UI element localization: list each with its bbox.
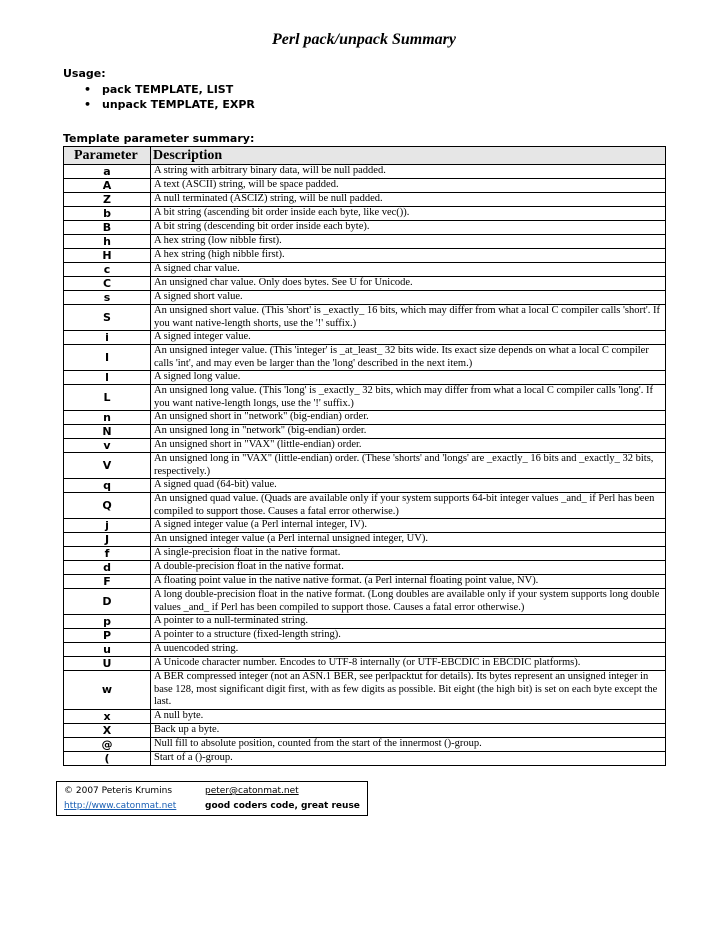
parameter-cell: h [64, 235, 151, 249]
table-row [64, 249, 666, 263]
slogan-text: good coders code, great reuse [205, 801, 360, 811]
table-row [64, 723, 666, 737]
description-cell: A Unicode character number. Encodes to UTF-8 internally (or UTF-EBCDIC in EBCDIC platforms). [151, 657, 666, 671]
table-row [64, 519, 666, 533]
description-cell: A long double-precision float in the native format. (Long doubles are available only if your system supports long double values _and_ if Perl has been compiled to support those. Causes a fatal error otherwise.) [151, 589, 666, 615]
parameter-cell: p [64, 615, 151, 629]
table-header-row [64, 147, 666, 165]
description-cell: A pointer to a null-terminated string. [151, 615, 666, 629]
description-cell: A signed quad (64-bit) value. [151, 479, 666, 493]
description-cell: An unsigned integer value. (This 'integer' is _at_least_ 32 bits wide. Its exact size depends on what a local C compiler calls 'int', and may even be larger than the 'long' described in the next item.) [151, 345, 666, 371]
parameter-cell: s [64, 291, 151, 305]
parameter-cell: u [64, 643, 151, 657]
parameter-cell: x [64, 709, 151, 723]
description-cell: An unsigned long in "VAX" (little-endian) order. (These 'shorts' and 'longs' are _exactly_ 16 bits and _exactly_ 32 bits, respectively.) [151, 453, 666, 479]
email-link[interactable]: peter@catonmat.net [205, 786, 299, 796]
table-row [64, 207, 666, 221]
usage-item-pack: • pack TEMPLATE, LIST [84, 83, 234, 96]
parameter-cell: q [64, 479, 151, 493]
table-row [64, 371, 666, 385]
header-parameter: Parameter [64, 147, 151, 165]
description-cell: An unsigned char value. Only does bytes. See U for Unicode. [151, 277, 666, 291]
description-cell: A floating point value in the native native format. (a Perl internal floating point value, NV). [151, 575, 666, 589]
parameter-cell: P [64, 629, 151, 643]
table-row [64, 615, 666, 629]
table-row [64, 575, 666, 589]
description-cell: A single-precision float in the native format. [151, 547, 666, 561]
table-row [64, 305, 666, 331]
table-row [64, 235, 666, 249]
description-cell: A null byte. [151, 709, 666, 723]
table-row [64, 411, 666, 425]
table-row [64, 425, 666, 439]
parameter-cell: Q [64, 493, 151, 519]
template-summary-label: Template parameter summary: [63, 132, 255, 145]
parameter-cell: d [64, 561, 151, 575]
parameter-cell: F [64, 575, 151, 589]
parameter-cell: A [64, 179, 151, 193]
table-row [64, 547, 666, 561]
table-row [64, 291, 666, 305]
table-row [64, 671, 666, 710]
parameter-cell: f [64, 547, 151, 561]
description-cell: A bit string (descending bit order inside each byte). [151, 221, 666, 235]
copyright-text: © 2007 Peteris Krumins [64, 786, 173, 796]
description-cell: An unsigned long value. (This 'long' is _exactly_ 32 bits, which may differ from what a local C compiler calls 'long'. If you want native-length longs, use the '!' suffix.) [151, 385, 666, 411]
table-row [64, 657, 666, 671]
description-cell: An unsigned short in "network" (big-endian) order. [151, 411, 666, 425]
parameter-cell: D [64, 589, 151, 615]
table-row [64, 453, 666, 479]
parameter-cell: V [64, 453, 151, 479]
parameter-cell: v [64, 439, 151, 453]
parameter-cell: i [64, 331, 151, 345]
description-cell: A BER compressed integer (not an ASN.1 BER, see perlpacktut for details). Its bytes represent an unsigned integer in base 128, most significant digit first, with as few digits as possible. Bit eight (the high bit) is set on each byte except the last. [151, 671, 666, 710]
usage-label: Usage: [63, 67, 106, 80]
page-title: Perl pack/unpack Summary [271, 31, 456, 48]
website-link[interactable]: http://www.catonmat.net [64, 801, 177, 811]
description-cell: A signed char value. [151, 263, 666, 277]
description-cell: A pointer to a structure (fixed-length string). [151, 629, 666, 643]
parameter-cell: Z [64, 193, 151, 207]
parameter-cell: b [64, 207, 151, 221]
table-row [64, 221, 666, 235]
description-cell: An unsigned integer value (a Perl internal unsigned integer, UV). [151, 533, 666, 547]
parameter-cell: J [64, 533, 151, 547]
parameter-cell: w [64, 671, 151, 710]
description-cell: Back up a byte. [151, 723, 666, 737]
parameter-cell: U [64, 657, 151, 671]
description-cell: An unsigned short value. (This 'short' is _exactly_ 16 bits, which may differ from what a local C compiler calls 'short'. If you want native-length shorts, use the '!' suffix.) [151, 305, 666, 331]
table-row [64, 439, 666, 453]
table-row [64, 709, 666, 723]
parameter-cell: C [64, 277, 151, 291]
description-cell: A null terminated (ASCIZ) string, will be null padded. [151, 193, 666, 207]
description-cell: A hex string (low nibble first). [151, 235, 666, 249]
parameter-cell: l [64, 371, 151, 385]
table-row [64, 493, 666, 519]
table-row [64, 533, 666, 547]
parameter-cell: I [64, 345, 151, 371]
table-row [64, 165, 666, 179]
table-row [64, 561, 666, 575]
usage-item-unpack: • unpack TEMPLATE, EXPR [84, 98, 255, 111]
table-row [64, 643, 666, 657]
description-cell: A hex string (high nibble first). [151, 249, 666, 263]
template-parameter-table [63, 146, 666, 766]
description-cell: An unsigned short in "VAX" (little-endian) order. [151, 439, 666, 453]
description-cell: A signed integer value. [151, 331, 666, 345]
table-row [64, 263, 666, 277]
table-row [64, 277, 666, 291]
table-row [64, 193, 666, 207]
description-cell: A signed integer value (a Perl internal integer, IV). [151, 519, 666, 533]
table-row [64, 737, 666, 751]
table-row [64, 385, 666, 411]
description-cell: Start of a ()-group. [151, 751, 666, 765]
table-row [64, 331, 666, 345]
parameter-cell: ( [64, 751, 151, 765]
description-cell: A text (ASCII) string, will be space padded. [151, 179, 666, 193]
description-cell: A bit string (ascending bit order inside each byte, like vec()). [151, 207, 666, 221]
description-cell: A signed short value. [151, 291, 666, 305]
parameter-cell: c [64, 263, 151, 277]
parameter-cell: B [64, 221, 151, 235]
description-cell: An unsigned quad value. (Quads are available only if your system supports 64-bit integer values _and_ if Perl has been compiled to support those. Causes a fatal error otherwise.) [151, 493, 666, 519]
parameter-cell: H [64, 249, 151, 263]
description-cell: An unsigned long in "network" (big-endian) order. [151, 425, 666, 439]
parameter-cell: X [64, 723, 151, 737]
table-row [64, 179, 666, 193]
table-row [64, 751, 666, 765]
table-row [64, 629, 666, 643]
parameter-cell: S [64, 305, 151, 331]
footer-box [56, 781, 368, 816]
header-description: Description [151, 147, 666, 165]
table-row [64, 345, 666, 371]
table-row [64, 589, 666, 615]
description-cell: A string with arbitrary binary data, will be null padded. [151, 165, 666, 179]
description-cell: Null fill to absolute position, counted from the start of the innermost ()-group. [151, 737, 666, 751]
parameter-cell: L [64, 385, 151, 411]
usage-list [84, 82, 255, 112]
description-cell: A double-precision float in the native format. [151, 561, 666, 575]
parameter-cell: N [64, 425, 151, 439]
description-cell: A uuencoded string. [151, 643, 666, 657]
parameter-cell: j [64, 519, 151, 533]
parameter-cell: n [64, 411, 151, 425]
parameter-cell: a [64, 165, 151, 179]
parameter-cell: @ [64, 737, 151, 751]
description-cell: A signed long value. [151, 371, 666, 385]
table-row [64, 479, 666, 493]
